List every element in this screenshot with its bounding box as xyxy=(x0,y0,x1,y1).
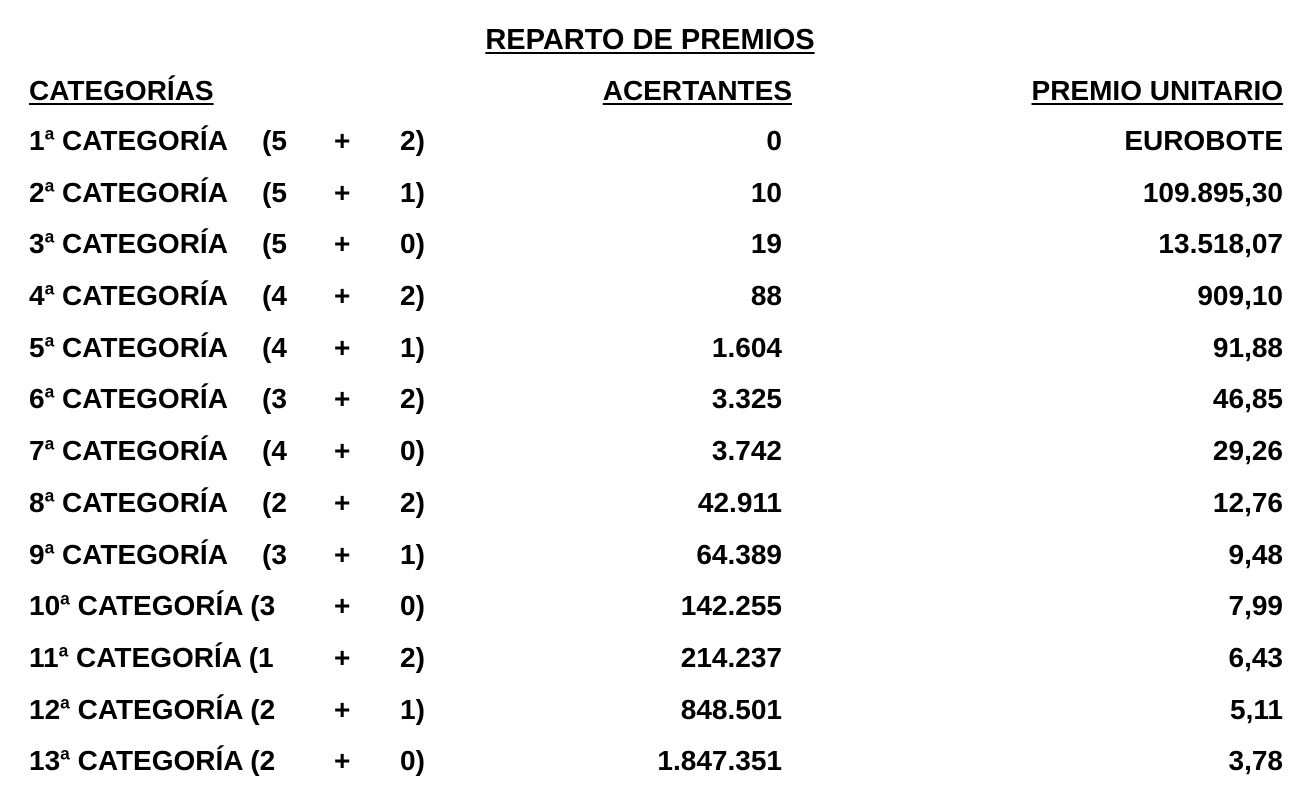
category-label xyxy=(29,167,235,219)
acertantes-value: 42.911 xyxy=(697,486,782,518)
category-text: CATEGORÍA xyxy=(54,331,235,363)
category-text: CATEGORÍA xyxy=(54,125,235,156)
plus-sign: + xyxy=(334,538,351,570)
balls-numbers: (2 xyxy=(250,693,276,725)
balls-numbers: (2 xyxy=(262,486,287,518)
premio-value: 91,88 xyxy=(1212,331,1283,363)
category-text: CATEGORÍA xyxy=(54,486,235,518)
acertantes-value: 1.847.351 xyxy=(657,745,782,777)
ordinal-indicator: a xyxy=(44,278,55,299)
table-row xyxy=(0,373,1300,425)
category-label xyxy=(29,632,274,684)
acertantes-value: 3.742 xyxy=(711,435,782,467)
category-label xyxy=(29,322,235,374)
stars-numbers: 2) xyxy=(400,383,425,415)
category-label xyxy=(29,684,275,736)
stars-numbers: 2) xyxy=(400,280,425,312)
table-header xyxy=(0,71,1300,111)
plus-sign: + xyxy=(334,590,351,622)
category-text: CATEGORÍA xyxy=(54,176,235,208)
category-number: 6 xyxy=(29,383,45,415)
category-text: CATEGORÍA xyxy=(68,641,249,673)
ordinal-indicator: a xyxy=(58,640,69,661)
ordinal-indicator: a xyxy=(60,743,70,764)
stars-numbers: 1) xyxy=(400,176,425,208)
table-row xyxy=(0,529,1300,581)
category-number: 4 xyxy=(29,280,45,312)
balls-numbers: (1 xyxy=(248,641,274,673)
stars-numbers: 2) xyxy=(400,125,425,156)
balls-numbers: (3 xyxy=(262,538,287,570)
category-number: 2 xyxy=(29,176,45,208)
ordinal-indicator: a xyxy=(44,433,55,454)
acertantes-value: 214.237 xyxy=(680,641,782,673)
table-row xyxy=(0,580,1300,632)
ordinal-indicator: a xyxy=(44,537,55,558)
table-row xyxy=(0,322,1300,374)
prize-table xyxy=(0,115,1300,787)
stars-numbers: 2) xyxy=(400,486,425,518)
header-categorias: CATEGORÍAS xyxy=(29,75,214,106)
stars-numbers: 0) xyxy=(400,435,425,467)
ordinal-indicator: a xyxy=(44,382,55,403)
plus-sign: + xyxy=(334,641,351,673)
balls-numbers: (4 xyxy=(262,280,287,312)
stars-numbers: 0) xyxy=(400,590,425,622)
premio-value: 909,10 xyxy=(1197,280,1283,312)
category-text: CATEGORÍA xyxy=(69,745,251,777)
table-row xyxy=(0,632,1300,684)
category-text: CATEGORÍA xyxy=(69,693,251,725)
category-label xyxy=(29,373,235,425)
stars-numbers: 0) xyxy=(400,228,425,260)
premio-value: 6,43 xyxy=(1228,641,1283,673)
premio-value: 29,26 xyxy=(1212,435,1283,467)
category-number: 3 xyxy=(29,228,45,260)
ordinal-indicator: a xyxy=(44,485,55,506)
plus-sign: + xyxy=(334,435,351,467)
table-row xyxy=(0,167,1300,219)
category-text: CATEGORÍA xyxy=(69,590,251,622)
category-text: CATEGORÍA xyxy=(54,280,235,312)
stars-numbers: 2) xyxy=(400,641,425,673)
plus-sign: + xyxy=(334,228,351,260)
acertantes-value: 64.389 xyxy=(696,538,782,570)
table-row xyxy=(0,477,1300,529)
category-label xyxy=(29,115,235,167)
stars-numbers: 0) xyxy=(400,745,425,777)
premio-value: 12,76 xyxy=(1212,486,1283,518)
plus-sign: + xyxy=(334,486,351,518)
balls-numbers: (5 xyxy=(262,125,287,156)
category-number: 8 xyxy=(29,486,45,518)
ordinal-indicator: a xyxy=(44,330,55,351)
premio-value: 7,99 xyxy=(1228,590,1283,622)
category-text: CATEGORÍA xyxy=(54,538,235,570)
category-text: CATEGORÍA xyxy=(54,228,235,260)
acertantes-value: 19 xyxy=(750,228,782,260)
category-label xyxy=(29,218,235,270)
table-row xyxy=(0,425,1300,477)
acertantes-value: 1.604 xyxy=(711,331,782,363)
premio-value: 3,78 xyxy=(1228,745,1283,777)
acertantes-value: 10 xyxy=(750,176,782,208)
acertantes-value: 142.255 xyxy=(680,590,782,622)
plus-sign: + xyxy=(334,383,351,415)
page-title: REPARTO DE PREMIOS xyxy=(485,24,815,56)
acertantes-value: 848.501 xyxy=(680,693,782,725)
category-number: 10 xyxy=(29,590,61,622)
acertantes-value: 88 xyxy=(750,280,782,312)
plus-sign: + xyxy=(334,280,351,312)
balls-numbers: (2 xyxy=(250,745,276,777)
category-label xyxy=(29,477,235,529)
category-number: 7 xyxy=(29,435,45,467)
balls-numbers: (3 xyxy=(262,383,287,415)
premio-value: 109.895,30 xyxy=(1142,176,1283,208)
category-label xyxy=(29,580,275,632)
premio-value: 9,48 xyxy=(1228,538,1283,570)
plus-sign: + xyxy=(334,331,351,363)
balls-numbers: (4 xyxy=(262,331,287,363)
category-number: 13 xyxy=(29,745,61,777)
balls-numbers: (5 xyxy=(262,176,287,208)
premio-value: 46,85 xyxy=(1212,383,1283,415)
ordinal-indicator: a xyxy=(44,175,55,196)
plus-sign: + xyxy=(334,693,351,725)
ordinal-indicator: a xyxy=(60,588,70,609)
ordinal-indicator: a xyxy=(60,692,70,713)
table-row xyxy=(0,270,1300,322)
header-acertantes: ACERTANTES xyxy=(602,75,792,106)
category-number: 9 xyxy=(29,538,45,570)
premio-value: 5,11 xyxy=(1230,693,1283,725)
stars-numbers: 1) xyxy=(400,331,425,363)
category-number: 11 xyxy=(29,641,59,673)
category-label xyxy=(29,270,235,322)
category-number: 5 xyxy=(29,331,45,363)
plus-sign: + xyxy=(334,745,351,777)
plus-sign: + xyxy=(334,176,351,208)
plus-sign: + xyxy=(334,125,351,156)
table-row xyxy=(0,684,1300,736)
stars-numbers: 1) xyxy=(400,538,425,570)
category-number: 1 xyxy=(29,125,45,156)
balls-numbers: (3 xyxy=(250,590,276,622)
category-label xyxy=(29,529,235,581)
header-premio-unitario: PREMIO UNITARIO xyxy=(1031,75,1283,106)
table-row xyxy=(0,735,1300,787)
balls-numbers: (5 xyxy=(262,228,287,260)
category-text: CATEGORÍA xyxy=(54,383,235,415)
table-row xyxy=(0,218,1300,270)
ordinal-indicator: a xyxy=(44,123,55,144)
category-label xyxy=(29,425,235,477)
premio-value: 13.518,07 xyxy=(1158,228,1283,260)
ordinal-indicator: a xyxy=(44,226,55,247)
acertantes-value: 0 xyxy=(766,125,782,156)
acertantes-value: 3.325 xyxy=(711,383,782,415)
category-text: CATEGORÍA xyxy=(54,435,235,467)
premio-value: EUROBOTE xyxy=(1124,125,1283,156)
stars-numbers: 1) xyxy=(400,693,425,725)
balls-numbers: (4 xyxy=(262,435,287,467)
table-row xyxy=(0,115,1300,167)
category-label xyxy=(29,735,275,787)
category-number: 12 xyxy=(29,693,61,725)
